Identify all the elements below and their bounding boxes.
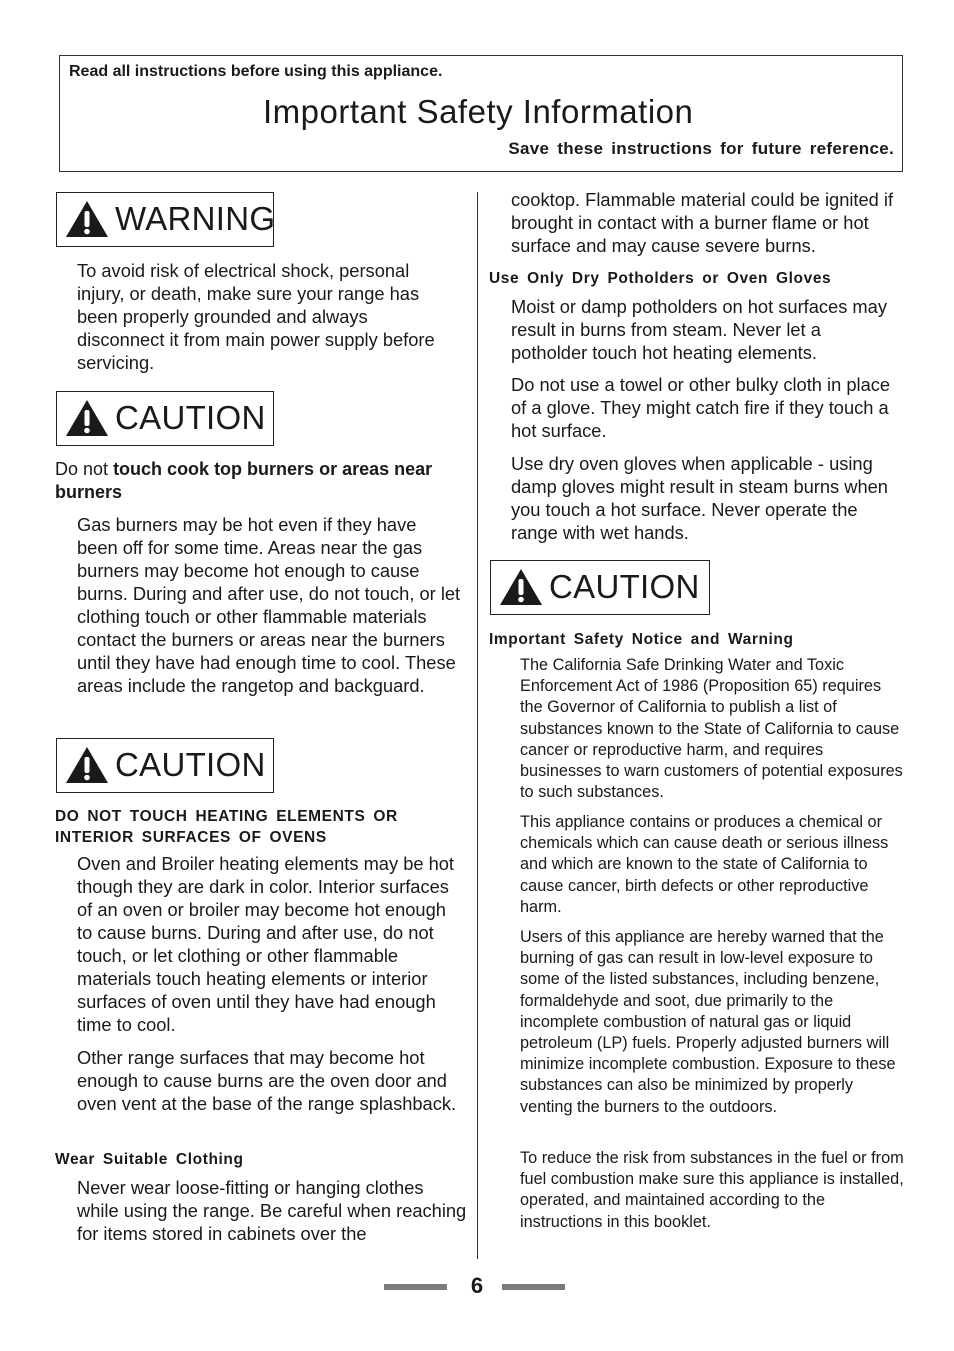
warning-text: To avoid risk of electrical shock, personal injury, or death, make sure your range has been properly grounded and always disconnect it from main power supply before servicing.	[77, 260, 435, 373]
footer-rule-left	[384, 1284, 447, 1290]
clothing-text: Never wear loose-fitting or hanging clothes while using the range. Be careful when reaching for items stored in cabinets over the	[77, 1177, 467, 1244]
warning-label-box	[56, 192, 274, 247]
save-notice: Save these instructions for future reference.	[508, 139, 894, 158]
page-title: Important Safety Information	[263, 93, 694, 130]
potholder-text-1: Moist or damp potholders on hot surfaces may result in burns from steam. Never let a potholder touch hot heating elements.	[511, 296, 887, 363]
clothing-text-continued: cooktop. Flammable material could be ignited if brought in contact with a burner flame or hot surface and may cause severe burns.	[511, 189, 894, 256]
warning-label: WARNING	[115, 200, 276, 237]
notice-text-2: This appliance contains or produces a chemical or chemicals which can cause death or serious illness and which are known to the state of California to cause cancer, birth defects or other reproductive harm.	[520, 813, 889, 916]
burners-heading-prefix: Do not	[55, 459, 109, 479]
burners-heading-bold: touch cook top burners or areas near burners	[55, 459, 433, 502]
caution-triangle-icon	[499, 568, 543, 606]
column-divider	[477, 192, 478, 1259]
caution-label: CAUTION	[549, 568, 700, 605]
heating-elements-heading-line2: INTERIOR SURFACES OF OVENS	[55, 829, 327, 846]
caution-label-box-3	[490, 560, 710, 615]
heating-elements-heading	[55, 806, 398, 848]
potholder-text-2: Do not use a towel or other bulky cloth in place of a glove. They might catch fire if they touch a hot surface.	[511, 374, 891, 441]
warning-triangle-icon	[65, 200, 109, 238]
notice-text-1: The California Safe Drinking Water and Toxic Enforcement Act of 1986 (Proposition 65) requires the Governor of California to publish a list of substances known to the State of California to cause cancer or reproductive harm, and requires businesses to warn customers of potential exposures to such substances.	[520, 656, 903, 802]
notice-text-3: Users of this appliance are hereby warned that the burning of gas can result in low-level exposure to some of the listed substances, including benzene, formaldehyde and soot, due primarily to the incomplete combustion of natural gas or liquid petroleum (LP) fuels. Properly adjusted burners will minimize incomplete combustion. Exposure to these substances can also be minimized by properly venting the burners to the outdoors.	[520, 928, 896, 1116]
heating-elements-text-1: Oven and Broiler heating elements may be hot though they are dark in color. Interior surfaces of an oven or broiler may become hot enough to cause burns. During and after use, do not touch, or let clothing or other flammable materials touch heating elements or interior surfaces of oven until they have had enough time to cool.	[77, 853, 455, 1035]
burners-text: Gas burners may be hot even if they have been off for some time. Areas near the gas burners may become hot enough to cause burns. During and after use, do not touch, or let clothing touch or other flammable materials contact the burners or areas near the burners until they have had enough time to cool. These areas include the rangetop and backguard.	[77, 514, 461, 696]
header-box	[59, 55, 903, 172]
clothing-heading: Wear Suitable Clothing	[55, 1151, 244, 1168]
caution-label-box-2	[56, 738, 274, 793]
page-number: 6	[470, 1273, 484, 1298]
potholder-text-3: Use dry oven gloves when applicable - using damp gloves might result in steam burns when you touch a hot surface. Never operate the range with wet hands.	[511, 453, 888, 543]
burners-heading	[55, 458, 465, 504]
caution-label: CAUTION	[115, 746, 266, 783]
potholder-heading: Use Only Dry Potholders or Oven Gloves	[489, 270, 832, 287]
notice-text-4: To reduce the risk from substances in the fuel or from fuel combustion make sure this appliance is installed, operated, and maintained according to the instructions in this booklet.	[520, 1149, 904, 1231]
caution-label: CAUTION	[115, 399, 266, 436]
read-notice: Read all instructions before using this appliance.	[69, 63, 443, 80]
caution-triangle-icon	[65, 746, 109, 784]
footer-rule-right	[502, 1284, 565, 1290]
caution-triangle-icon	[65, 399, 109, 437]
heating-elements-text-2: Other range surfaces that may become hot enough to cause burns are the oven door and oven vent at the base of the range splashback.	[77, 1047, 457, 1114]
caution-label-box-1	[56, 391, 274, 446]
heating-elements-heading-line1: DO NOT TOUCH HEATING ELEMENTS OR	[55, 808, 398, 825]
notice-heading: Important Safety Notice and Warning	[489, 631, 794, 648]
